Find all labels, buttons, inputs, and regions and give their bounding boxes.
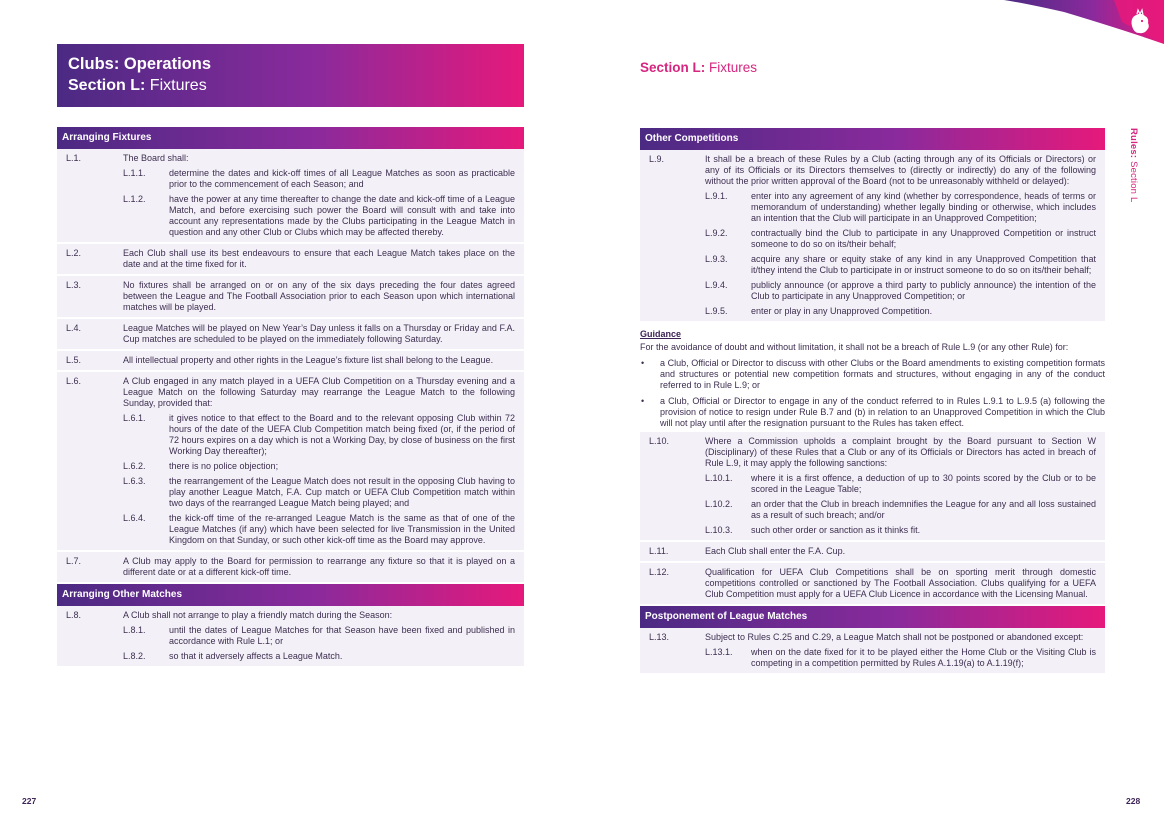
subrule-L1-2: L.1.2. have the power at any time thereafter to change the date and kick-off time of a League Match, and before exercising such power the Board will consult with and take into account any representations made by the Clubs participating in the League Match in question and any other Club or Clubs which may be affected thereby.: [123, 194, 515, 237]
section-heading-postponement: Postponement of League Matches: [640, 606, 1105, 628]
subrule-L10-3: L.10.3. such other order or sanction as it thinks fit.: [705, 525, 921, 535]
rule-text: Where a Commission upholds a complaint brought by the Board pursuant to Section W (Disciplinary) of these Rules that a Club or any of its Officials or Directors has acted in breach of Rule L.9, it may apply the following sanctions:: [705, 436, 1096, 468]
subrule-L10-1: L.10.1. where it is a first offence, a deduction of up to 30 points scored by the Club or to be scored in the League Table;: [705, 473, 1096, 494]
rule-L7: [57, 552, 524, 584]
rule-L2: [57, 244, 524, 276]
rule-L5: [57, 351, 524, 372]
section-title: Section L: Fixtures: [68, 77, 207, 94]
rule-text: Qualification for UEFA Club Competitions shall be on sporting merit through domestic competitions controlled or sanctioned by The Football Association. Clubs qualifying for a UEFA Club Competition must apply for a UEFA Club Licence in accordance with the Licensing Manual.: [705, 567, 1096, 599]
bullet-icon: •: [641, 396, 645, 406]
rule-number: L.5.: [66, 355, 82, 365]
subrule-L9-2: L.9.2. contractually bind the Club to participate in any Unapproved Competition or instruct someone to do so on its/their behalf;: [705, 228, 1096, 249]
rule-number: L.6.: [66, 376, 82, 386]
rule-L12: [640, 563, 1105, 606]
guidance-block: [640, 323, 1105, 432]
section-heading-arranging-other-matches: Arranging Other Matches: [57, 584, 524, 606]
rule-L9: [640, 150, 1105, 323]
rule-text: All intellectual property and other rights in the League’s fixture list shall belong to the League.: [123, 355, 494, 365]
rule-text: Each Club shall enter the F.A. Cup.: [705, 546, 846, 556]
guidance-title: Guidance: [640, 329, 682, 339]
subrule-L6-3: L.6.3. the rearrangement of the League Match does not result in the opposing Club having to play another League Match, F.A. Cup match or UEFA Club Competition match within two days of the rearranged League Match being played; and: [123, 476, 515, 508]
rule-text: It shall be a breach of these Rules by a Club (acting through any of its Officials or Directors) or any of its Officials or its Directors themselves to (directly or indirectly) do any of the following without the prior written approval of the Board (not to be unreasonably withheld or delayed):: [705, 154, 1096, 186]
rule-L6: [57, 372, 524, 552]
rule-number: L.8.: [66, 610, 82, 620]
rule-number: L.9.: [649, 154, 665, 164]
subrule-L6-1: L.6.1. it gives notice to that effect to the Board and to the relevant opposing Club within 72 hours of the date of the UEFA Club Competition match being fixed (or, if the period of 72 hours expires on a day which is not a Working Day, by close of business on the first Working Day thereafter);: [123, 413, 515, 456]
rule-L13: [640, 628, 1105, 675]
guidance-bullet: • a Club, Official or Director to discuss with other Clubs or the Board amendments to existing competition formats and structures or potential new competition formats and structures, without engaging in any of the conduct referred to in Rule L.9; or: [641, 358, 1105, 390]
page-title: Clubs: Operations: [68, 55, 212, 73]
guidance-intro: For the avoidance of doubt and without limitation, it shall not be a breach of Rule L.9 (or any other Rule) for:: [640, 342, 1069, 352]
rule-L3: [57, 276, 524, 319]
subrule-L13-1: L.13.1. when on the date fixed for it to be played either the Home Club or the Visiting Club is competing in a competition permitted by Rules A.1.19(a) to A.1.19(f);: [705, 647, 1096, 668]
rule-text: A Club shall not arrange to play a friendly match during the Season:: [123, 610, 393, 620]
right-section-title: Section L: Fixtures: [640, 60, 758, 75]
side-running-label: Rules: Section L: [1128, 128, 1139, 203]
rule-text: No fixtures shall be arranged on or on any of the six days preceding the four dates agreed between the League and The Football Association prior to each Season upon which international matches will be played.: [123, 280, 515, 312]
rule-L11: [640, 542, 1105, 563]
rule-text: League Matches will be played on New Year’s Day unless it falls on a Thursday or Friday and F.A. Cup matches are scheduled to be played on the immediately following Saturday.: [123, 323, 515, 344]
rule-number: L.4.: [66, 323, 82, 333]
subrule-L10-2: L.10.2. an order that the Club in breach indemnifies the League for any and all loss sustained as a result of such breach; and/or: [705, 499, 1096, 520]
subrule-L1-1: L.1.1. determine the dates and kick-off times of all League Matches as soon as practicable prior to the commencement of each Season; and: [123, 168, 515, 189]
rule-number: L.3.: [66, 280, 82, 290]
corner-brand-graphic: [1004, 0, 1164, 60]
subrule-L9-4: L.9.4. publicly announce (or approve a third party to publicly announce) the intention of the Club to participate in any Unapproved Competition; or: [705, 280, 1096, 301]
rule-text: A Club may apply to the Board for permission to rearrange any fixture so that it is played on a different date or at a different kick-off time.: [123, 556, 515, 577]
guidance-bullet: • a Club, Official or Director to engage in any of the conduct referred to in Rules L.9.1 to L.9.5 (a) following the provision of notice to resign under Rule B.7 and (b) in relation to an Unapproved Competition in which the Club will not play until after the resignation pursuant to the Rules has taken effect.: [641, 396, 1105, 428]
rule-number: L.10.: [649, 436, 670, 446]
subrule-L6-4: L.6.4. the kick-off time of the re-arranged League Match is the same as that of one of the League Matches (if any) which have been selected for live Transmission in the United Kingdom on that Sunday, or such other kick-off time as the Board may approve.: [123, 513, 515, 545]
page-number-left: 227: [22, 796, 37, 806]
rule-L10: [640, 432, 1105, 542]
subrule-L9-3: L.9.3. acquire any share or equity stake of any kind in any Unapproved Competition that it/they intend the Club to participate in or instruct someone to do so on its/their behalf;: [705, 254, 1096, 275]
subrule-L9-1: L.9.1. enter into any agreement of any kind (whether by correspondence, heads of terms or memorandum of understanding) whether legally binding or otherwise, which includes an intention that the Club will participate in an Unapproved Competition;: [705, 191, 1096, 223]
bullet-icon: •: [641, 358, 645, 368]
right-page-content: [640, 128, 1105, 675]
rule-L8: [57, 606, 524, 668]
rule-text: The Board shall:: [123, 153, 189, 163]
section-heading-arranging-fixtures: Arranging Fixtures: [57, 127, 524, 149]
rule-text: Each Club shall use its best endeavours to ensure that each League Match takes place on the date and at the time fixed for it.: [123, 248, 515, 269]
rule-number: L.2.: [66, 248, 82, 258]
subrule-L8-1: L.8.1. until the dates of League Matches for that Season have been fixed and published in accordance with Rule L.1; or: [123, 625, 515, 646]
rule-number: L.1.: [66, 153, 82, 163]
rule-number: L.11.: [649, 546, 669, 556]
rule-number: L.12.: [649, 567, 670, 577]
rule-text: Subject to Rules C.25 and C.29, a League Match shall not be postponed or abandoned except:: [705, 632, 1084, 642]
page-number-right: 228: [1126, 796, 1141, 806]
subrule-L6-2: L.6.2. there is no police objection;: [123, 461, 279, 471]
left-page-content: [57, 127, 524, 668]
left-title-block: [57, 44, 524, 107]
section-heading-other-competitions: Other Competitions: [640, 128, 1105, 150]
rule-number: L.7.: [66, 556, 82, 566]
rule-L1: [57, 149, 524, 244]
rule-L4: [57, 319, 524, 351]
rule-text: A Club engaged in any match played in a UEFA Club Competition on a Thursday evening and a League Match on the following Saturday may rearrange the League Match to the following Sunday, provided that:: [123, 376, 515, 408]
subrule-L8-2: L.8.2. so that it adversely affects a League Match.: [123, 651, 343, 661]
rule-number: L.13.: [649, 632, 670, 642]
subrule-L9-5: L.9.5. enter or play in any Unapproved Competition.: [705, 306, 933, 316]
